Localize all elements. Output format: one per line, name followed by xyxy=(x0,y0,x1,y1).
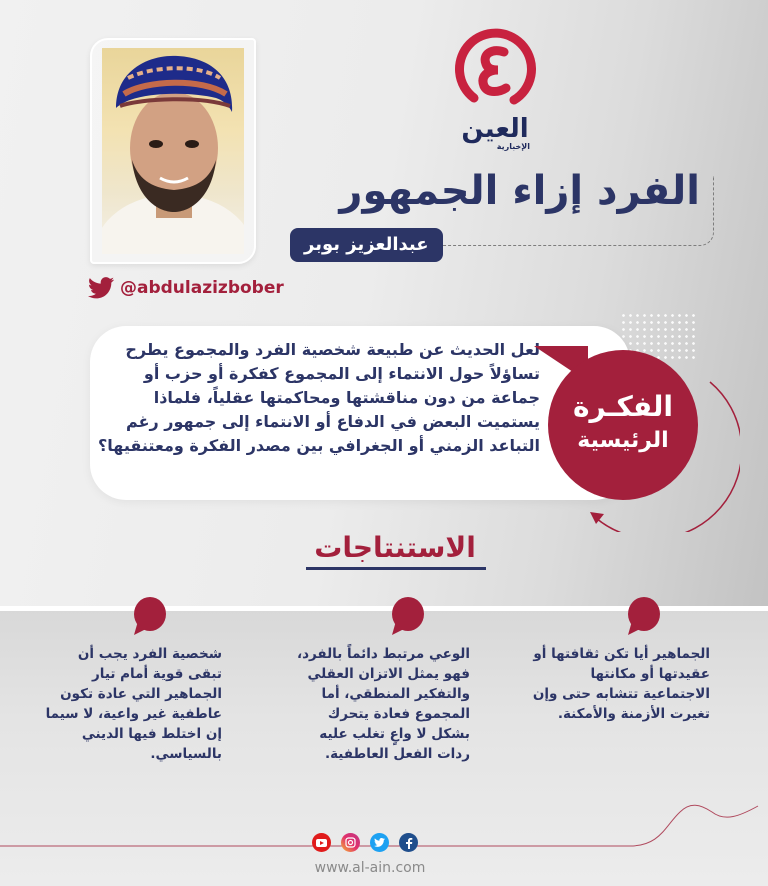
portrait-illustration xyxy=(102,48,244,254)
conclusions-underline xyxy=(306,567,486,570)
main-idea-label: الفكـرة xyxy=(572,390,674,423)
twitter-handle-text: @abdulazizbober xyxy=(120,278,284,298)
article-title: الفرد إزاء الجمهور xyxy=(339,168,700,214)
logo-subtitle: الإخبارية xyxy=(496,142,530,151)
youtube-icon[interactable] xyxy=(312,833,331,852)
website-url[interactable]: www.al-ain.com xyxy=(314,860,426,876)
author-photo xyxy=(102,48,244,254)
facebook-icon[interactable] xyxy=(399,833,418,852)
logo-ring-icon xyxy=(452,26,536,110)
twitter-icon[interactable] xyxy=(370,833,389,852)
conclusions-heading: الاستنتاجات xyxy=(314,531,476,564)
main-idea-text: لعل الحديث عن طبيعة شخصية الفرد والمجموع يطرح تساؤلاً حول الانتماء إلى المجموع كفكرة أو حزب أو جماعة من دون مناقشتها ومحاكمتها عقلياً، فلماذا يستميت البعض في الدفاع أو الانتماء إلى جمهور رغم التباعد الزمني أو الجغرافي بين مصدر الفكرة ومعتنقيها؟ xyxy=(98,340,540,455)
author-photo-frame xyxy=(90,38,256,264)
social-links xyxy=(312,833,418,852)
author-name-badge: عبدالعزيز بوبر xyxy=(290,228,443,262)
speech-bubble-icon xyxy=(624,597,660,635)
al-ain-logo xyxy=(430,24,560,154)
instagram-icon[interactable] xyxy=(341,833,360,852)
conclusion-item-3: شخصية الفرد يجب أن تبقى قوية أمام تيار الجماهير التي عادة تكون عاطفية غير واعية، لا سيما إن اختلط فيها الديني بالسياسي. xyxy=(45,646,222,762)
conclusion-item-1: الجماهير أيا تكن ثقافتها أو عقيدتها أو مكانتها الاجتماعية تتشابه حتى وإن تغيرت الأزمنة والأمكنة. xyxy=(532,646,710,722)
speech-bubble-icon xyxy=(388,597,424,635)
twitter-handle[interactable] xyxy=(88,276,284,300)
speech-bubble-icon xyxy=(130,597,166,635)
conclusion-item-2: الوعي مرتبط دائماً بالفرد، فهو يمثل الاتزان العقلي والتفكير المنطقي، أما المجموع فعادة يتحرك بشكل لا واعٍ تغلب عليه ردات الفعل العاطفية. xyxy=(296,646,470,762)
twitter-bird-icon xyxy=(88,277,114,299)
main-idea-label-sub: الرئيسية xyxy=(577,428,669,453)
logo-wordmark: العين xyxy=(461,114,529,144)
